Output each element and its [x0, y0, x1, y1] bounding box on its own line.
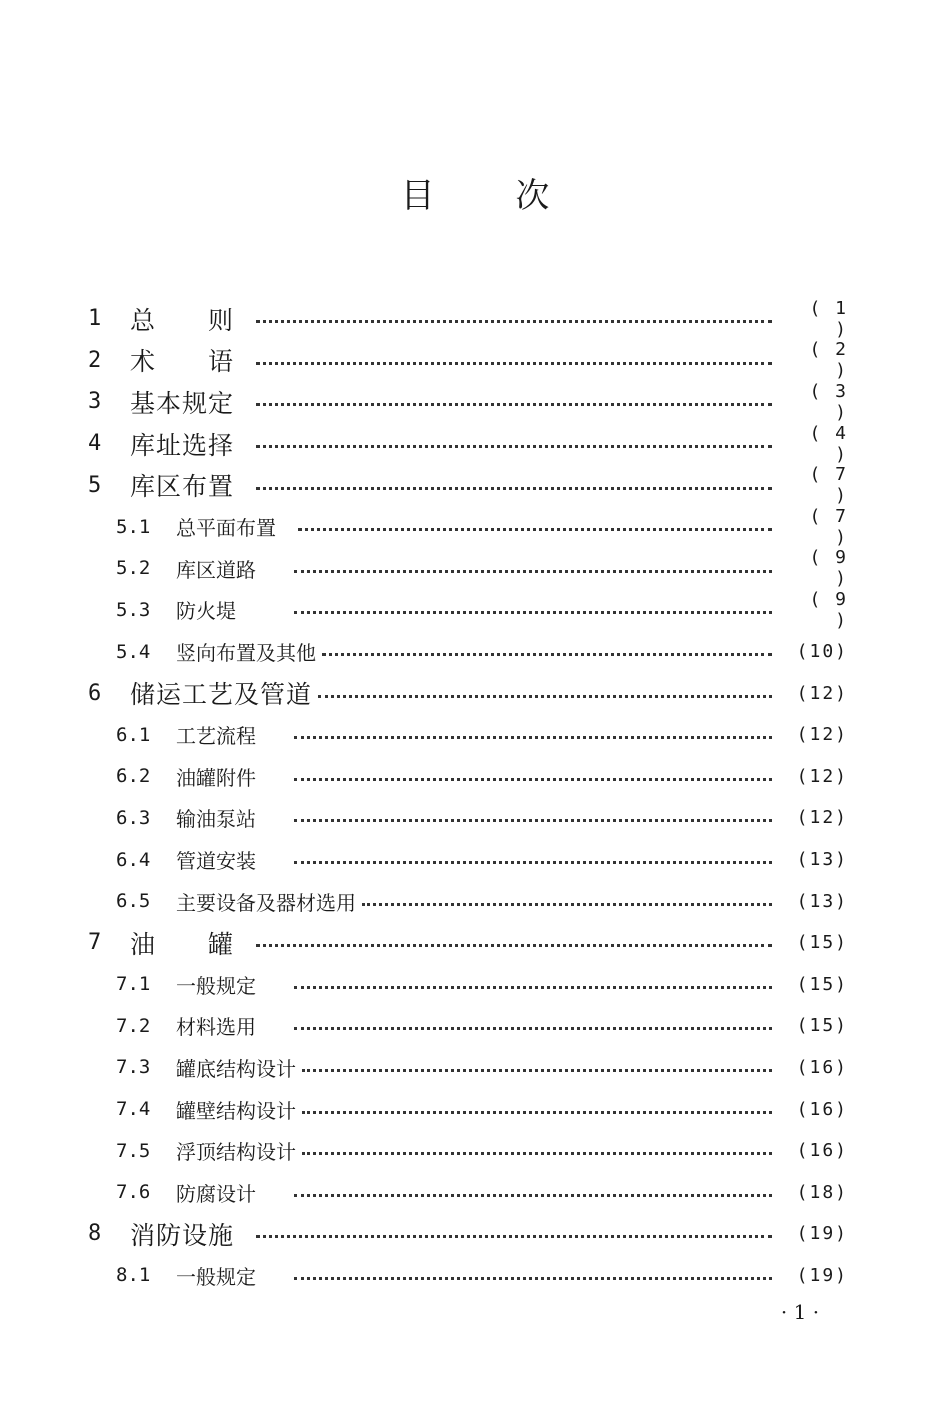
- toc-entry-page: ( 7 ): [809, 505, 848, 548]
- toc-entry-number: 6.5: [116, 890, 151, 913]
- toc-entry-title: [176, 970, 272, 999]
- toc-entry-page: ( 9 ): [809, 547, 848, 590]
- toc-leader-dots: [294, 609, 772, 614]
- toc-leader-dots: [294, 1275, 772, 1280]
- toc-entry-number: 8.1: [116, 1264, 151, 1287]
- toc-entry[interactable]: [88, 1255, 848, 1297]
- toc-entry-number: 5.2: [116, 557, 151, 580]
- toc-entry-title: [176, 1011, 272, 1040]
- toc-entry[interactable]: [88, 631, 848, 673]
- toc-entry[interactable]: [88, 797, 848, 839]
- toc-entry-page: (12): [796, 765, 848, 787]
- toc-entry-number: 6: [88, 680, 102, 706]
- page-title-char-2: 次: [515, 176, 550, 216]
- toc-entry-title: [130, 675, 312, 711]
- toc-entry[interactable]: [88, 964, 848, 1006]
- toc-entry-number: 6.3: [116, 806, 151, 829]
- toc-entry-page: (12): [796, 724, 848, 746]
- toc-entry-title-part: 油罐附件: [176, 765, 256, 790]
- toc-entry-title-part: 管道安装: [176, 849, 256, 874]
- toc-entry-title-part: 消防设施: [130, 1220, 235, 1250]
- toc-entry-title-part: 一般规定: [176, 1264, 256, 1289]
- toc-entry-number: 7.6: [116, 1181, 151, 1204]
- toc-entry[interactable]: [88, 1005, 848, 1047]
- toc-entry-number: 5.1: [116, 515, 151, 538]
- toc-entry-title-part: 防火堤: [176, 599, 236, 624]
- toc-entry-number: 6.4: [116, 848, 151, 871]
- toc-entry-number: 7.4: [116, 1098, 151, 1121]
- toc-entry-title-part: 库址选择: [130, 430, 235, 460]
- toc-entry[interactable]: [88, 464, 848, 506]
- toc-entry-page: ( 9 ): [809, 588, 848, 631]
- toc-entry-title-part: 输油泵站: [176, 807, 256, 832]
- toc-entry-page: (15): [796, 932, 848, 954]
- toc-entry-title-part: 总: [130, 305, 157, 335]
- toc-entry-title: [176, 887, 356, 916]
- toc-entry-number: 7.1: [116, 973, 151, 996]
- toc-entry-title: [130, 467, 234, 503]
- toc-entry[interactable]: [88, 423, 848, 465]
- toc-entry[interactable]: [88, 880, 848, 922]
- toc-entry-page: (18): [796, 1181, 848, 1203]
- toc-entry-title: [130, 1216, 234, 1252]
- toc-leader-dots: [322, 651, 772, 656]
- toc-entry-title-part: 油: [130, 929, 157, 959]
- toc-entry-title-part: 则: [207, 305, 234, 335]
- toc-entry-number: 4: [88, 431, 102, 457]
- toc-leader-dots: [294, 734, 772, 739]
- toc-entry-number: 7: [88, 930, 102, 956]
- toc-leader-dots: [302, 1109, 772, 1114]
- toc-entry-number: 8: [88, 1221, 102, 1247]
- toc-entry-title: [176, 1095, 296, 1124]
- toc-entry-page: (19): [796, 1264, 848, 1286]
- toc-entry-page: ( 3 ): [809, 380, 848, 423]
- page-title-char-1: 目: [400, 176, 435, 216]
- toc-entry-number: 5.3: [116, 598, 151, 621]
- toc-entry-page: ( 1 ): [809, 297, 848, 340]
- toc-entry-page: (16): [796, 1140, 848, 1162]
- toc-entry-page: (19): [796, 1223, 848, 1245]
- toc-leader-dots: [302, 1150, 772, 1155]
- toc-entry[interactable]: [88, 298, 848, 340]
- toc-entry-title-part: 总平面布置: [176, 516, 276, 541]
- toc-leader-dots: [256, 360, 772, 365]
- toc-entry-number: 1: [88, 306, 102, 332]
- toc-entry-title-part: 基本规定: [130, 388, 235, 418]
- toc-entry-title: [176, 1136, 296, 1165]
- toc-leader-dots: [318, 693, 772, 698]
- toc-leader-dots: [256, 1233, 772, 1238]
- toc-entry-title-part: 语: [207, 347, 234, 377]
- toc-leader-dots: [294, 1192, 772, 1197]
- toc-entry-number: 3: [88, 389, 102, 415]
- toc-entry-title: [176, 1261, 272, 1290]
- toc-entry-title-part: 工艺流程: [176, 724, 256, 749]
- toc-entry-title-part: 储运工艺及管道: [130, 680, 313, 710]
- toc-entry-title: [130, 384, 234, 420]
- toc-entry[interactable]: [88, 1130, 848, 1172]
- toc-entry-title: [176, 803, 272, 832]
- toc-entry-number: 5: [88, 472, 102, 498]
- toc-leader-dots: [294, 817, 772, 822]
- toc-entry[interactable]: [88, 381, 848, 423]
- toc-entry-title-part: 罐底结构设计: [176, 1056, 296, 1081]
- toc-entry-title-part: 防腐设计: [176, 1181, 256, 1206]
- table-of-contents: [88, 298, 848, 1296]
- toc-entry-title: [176, 595, 272, 624]
- toc-entry-page: (12): [796, 682, 848, 704]
- toc-leader-dots: [256, 942, 772, 947]
- toc-leader-dots: [294, 776, 772, 781]
- toc-entry-title-part: 库区道路: [176, 557, 256, 582]
- toc-entry[interactable]: [88, 1213, 848, 1255]
- toc-entry-title-part: 罐: [207, 929, 234, 959]
- toc-entry-page: (16): [796, 1056, 848, 1078]
- toc-entry[interactable]: [88, 1088, 848, 1130]
- toc-entry-title: [176, 1178, 272, 1207]
- toc-entry[interactable]: [88, 1171, 848, 1213]
- toc-leader-dots: [294, 859, 772, 864]
- toc-entry-page: (13): [796, 890, 848, 912]
- toc-entry[interactable]: [88, 672, 848, 714]
- toc-leader-dots: [294, 984, 772, 989]
- toc-entry-title-part: 术: [130, 347, 157, 377]
- toc-entry[interactable]: [88, 1047, 848, 1089]
- toc-leader-dots: [256, 401, 772, 406]
- toc-entry[interactable]: [88, 506, 848, 548]
- toc-entry-title: [176, 762, 272, 791]
- toc-entry-title: [176, 720, 272, 749]
- toc-entry-title: [130, 342, 234, 378]
- page-number: · 1 ·: [780, 1300, 820, 1324]
- toc-entry-title-part: 库区布置: [130, 472, 235, 502]
- toc-leader-dots: [256, 485, 772, 490]
- toc-entry-number: 6.1: [116, 723, 151, 746]
- toc-entry-number: 6.2: [116, 765, 151, 788]
- toc-entry-page: (12): [796, 807, 848, 829]
- toc-entry-page: (10): [796, 641, 848, 663]
- toc-entry-title: [176, 637, 316, 666]
- toc-entry-title-part: 浮顶结构设计: [176, 1140, 296, 1165]
- toc-entry-number: 7.5: [116, 1139, 151, 1162]
- toc-entry-number: 5.4: [116, 640, 151, 663]
- toc-entry-title: [176, 1053, 296, 1082]
- toc-entry-page: (15): [796, 973, 848, 995]
- toc-entry-title-part: 罐壁结构设计: [176, 1098, 296, 1123]
- toc-entry-page: (15): [796, 1015, 848, 1037]
- toc-entry-page: ( 7 ): [809, 464, 848, 507]
- toc-entry-page: (16): [796, 1098, 848, 1120]
- toc-leader-dots: [302, 1067, 772, 1072]
- toc-leader-dots: [362, 901, 772, 906]
- toc-entry-title: [176, 845, 272, 874]
- toc-entry-title: [176, 512, 276, 541]
- toc-entry[interactable]: [88, 589, 848, 631]
- toc-leader-dots: [256, 318, 772, 323]
- toc-entry-page: (13): [796, 849, 848, 871]
- toc-leader-dots: [298, 526, 772, 531]
- toc-entry[interactable]: [88, 922, 848, 964]
- toc-entry-number: 7.2: [116, 1014, 151, 1037]
- toc-entry-title: [130, 925, 234, 961]
- toc-entry[interactable]: [88, 714, 848, 756]
- toc-entry[interactable]: [88, 548, 848, 590]
- toc-entry-page: ( 2 ): [809, 339, 848, 382]
- toc-entry-title: [130, 301, 234, 337]
- toc-entry[interactable]: [88, 756, 848, 798]
- toc-entry-number: 7.3: [116, 1056, 151, 1079]
- toc-entry-title-part: 材料选用: [176, 1015, 256, 1040]
- toc-entry-title: [130, 426, 234, 462]
- toc-leader-dots: [294, 568, 772, 573]
- toc-leader-dots: [294, 1025, 772, 1030]
- page-title: [0, 168, 950, 217]
- toc-entry-page: ( 4 ): [809, 422, 848, 465]
- toc-entry-title: [176, 554, 272, 583]
- toc-leader-dots: [256, 443, 772, 448]
- toc-entry-title-part: 竖向布置及其他: [176, 641, 316, 666]
- toc-entry[interactable]: [88, 340, 848, 382]
- toc-entry-title-part: 主要设备及器材选用: [176, 890, 356, 915]
- toc-entry[interactable]: [88, 839, 848, 881]
- toc-entry-title-part: 一般规定: [176, 973, 256, 998]
- toc-entry-number: 2: [88, 347, 102, 373]
